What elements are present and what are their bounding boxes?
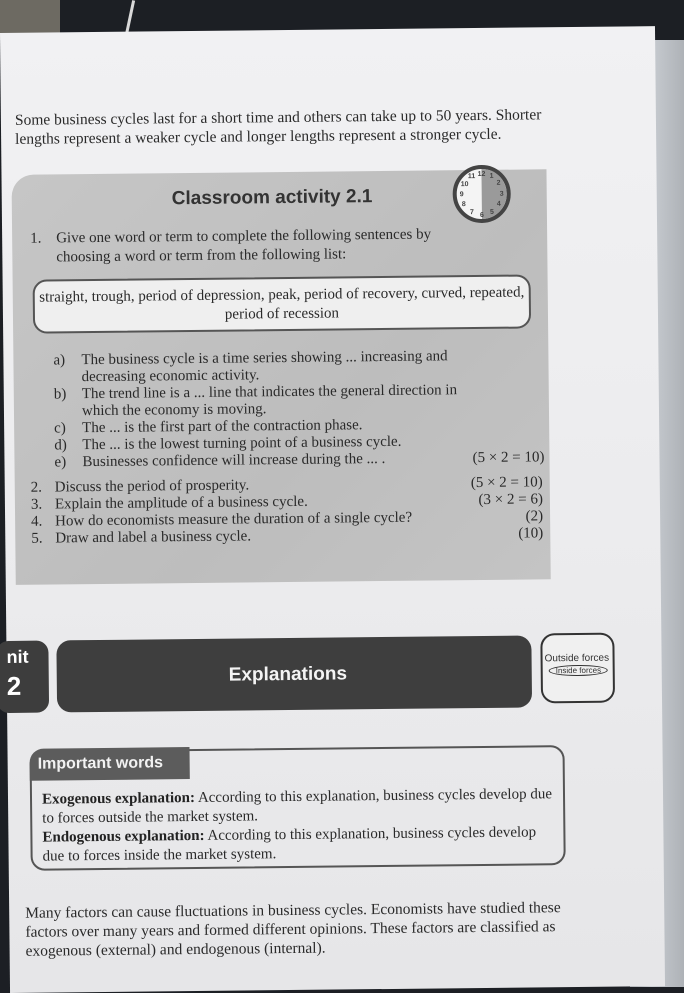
question-number: 2. [30,479,43,496]
question-number: 4. [31,513,43,530]
svg-text:4: 4 [496,200,501,208]
marks: (3 × 2 = 6) [478,491,543,509]
sub-question [54,382,494,421]
sub-label: b) [53,386,67,403]
marks: (2) [525,508,544,525]
section-title: Explanations [228,663,348,686]
sub-label: d) [54,437,67,454]
term: Endogenous explanation: [42,827,205,846]
svg-text:9: 9 [459,191,464,199]
definition-text: According to this explanation, business cycles develop due to forces inside the market system. [42,824,537,865]
intro-paragraph: Some business cycles last for a short time and others can take up to 50 years. Shorter lengths represent a weaker cycle and longer lengths represent a stronger cycle. [14,105,542,148]
unit-number: 2 [6,670,22,701]
sub-text: The trend line is a ... line that indicates the general direction in which the economy is moving. [81,382,458,420]
word-list-box: straight, trough, period of depression, peak, period of recovery, curved, repeated, period of recession [33,274,532,333]
activity-title: Classroom activity 2.1 [171,186,373,210]
forces-icon [540,633,615,704]
classroom-activity-box [11,169,550,585]
sub-label: a) [53,352,66,369]
important-words-box [30,745,566,871]
question-text: Draw and label a business cycle. [55,528,252,547]
svg-text:2: 2 [496,179,501,187]
inside-forces-label: Inside forces [549,665,608,677]
question-number: 3. [30,496,43,513]
svg-text:7: 7 [469,209,474,217]
sub-text: Businesses confidence will increase during the ... . [82,450,386,471]
question-number: 1. [30,230,42,247]
svg-text:3: 3 [499,190,504,198]
svg-text:1: 1 [489,172,494,180]
definitions [42,785,553,866]
svg-text:5: 5 [489,208,494,216]
svg-text:11: 11 [467,173,476,181]
clock-icon [451,164,512,225]
outside-forces-label: Outside forces [544,652,610,665]
definition-endogenous [42,823,552,866]
svg-text:10: 10 [460,181,469,189]
question-text: Give one word or term to complete the following sentences by choosing a word or term from the following list: [56,226,432,266]
sub-label: e) [54,454,67,471]
svg-text:8: 8 [461,201,466,209]
marks: (10) [518,525,544,542]
outro-paragraph: Many factors can cause fluctuations in business cycles. Economists have studied these factors over many years and formed different opinions. These factors are classified as exogenous (external) and endogenous (internal). [25,898,561,960]
important-words-heading: Important words [29,747,189,781]
svg-text:6: 6 [479,211,484,219]
sub-text: The ... is the lowest turning point of a business cycle. [82,433,402,454]
sub-text: The ... is the first part of the contraction phase. [82,417,363,437]
sub-text: The business cycle is a time series showing ... increasing and decreasing economic activity. [81,348,448,386]
sub-question-list [53,348,545,472]
term: Exogenous explanation: [41,790,196,808]
question-1 [30,225,450,267]
sub-label: c) [54,420,66,437]
question-number: 5. [31,530,43,547]
question-text: Explain the amplitude of a business cycle. [54,493,308,513]
marks: (5 × 2 = 10) [472,449,545,467]
section-header-bar [56,635,532,712]
definition-exogenous [42,785,552,828]
sub-question [53,348,493,387]
definition-text: According to this explanation, business cycles develop due to forces outside the market system. [42,786,553,827]
unit-label: nit [6,646,29,667]
textbook-page [0,26,665,993]
question-list [31,474,552,547]
unit-tab [0,641,49,714]
question-text: Discuss the period of prosperity. [54,477,250,496]
question-text: How do economists measure the duration of a single cycle? [55,509,413,530]
marks: (5 × 2 = 10) [470,474,543,492]
svg-text:12: 12 [477,170,486,179]
